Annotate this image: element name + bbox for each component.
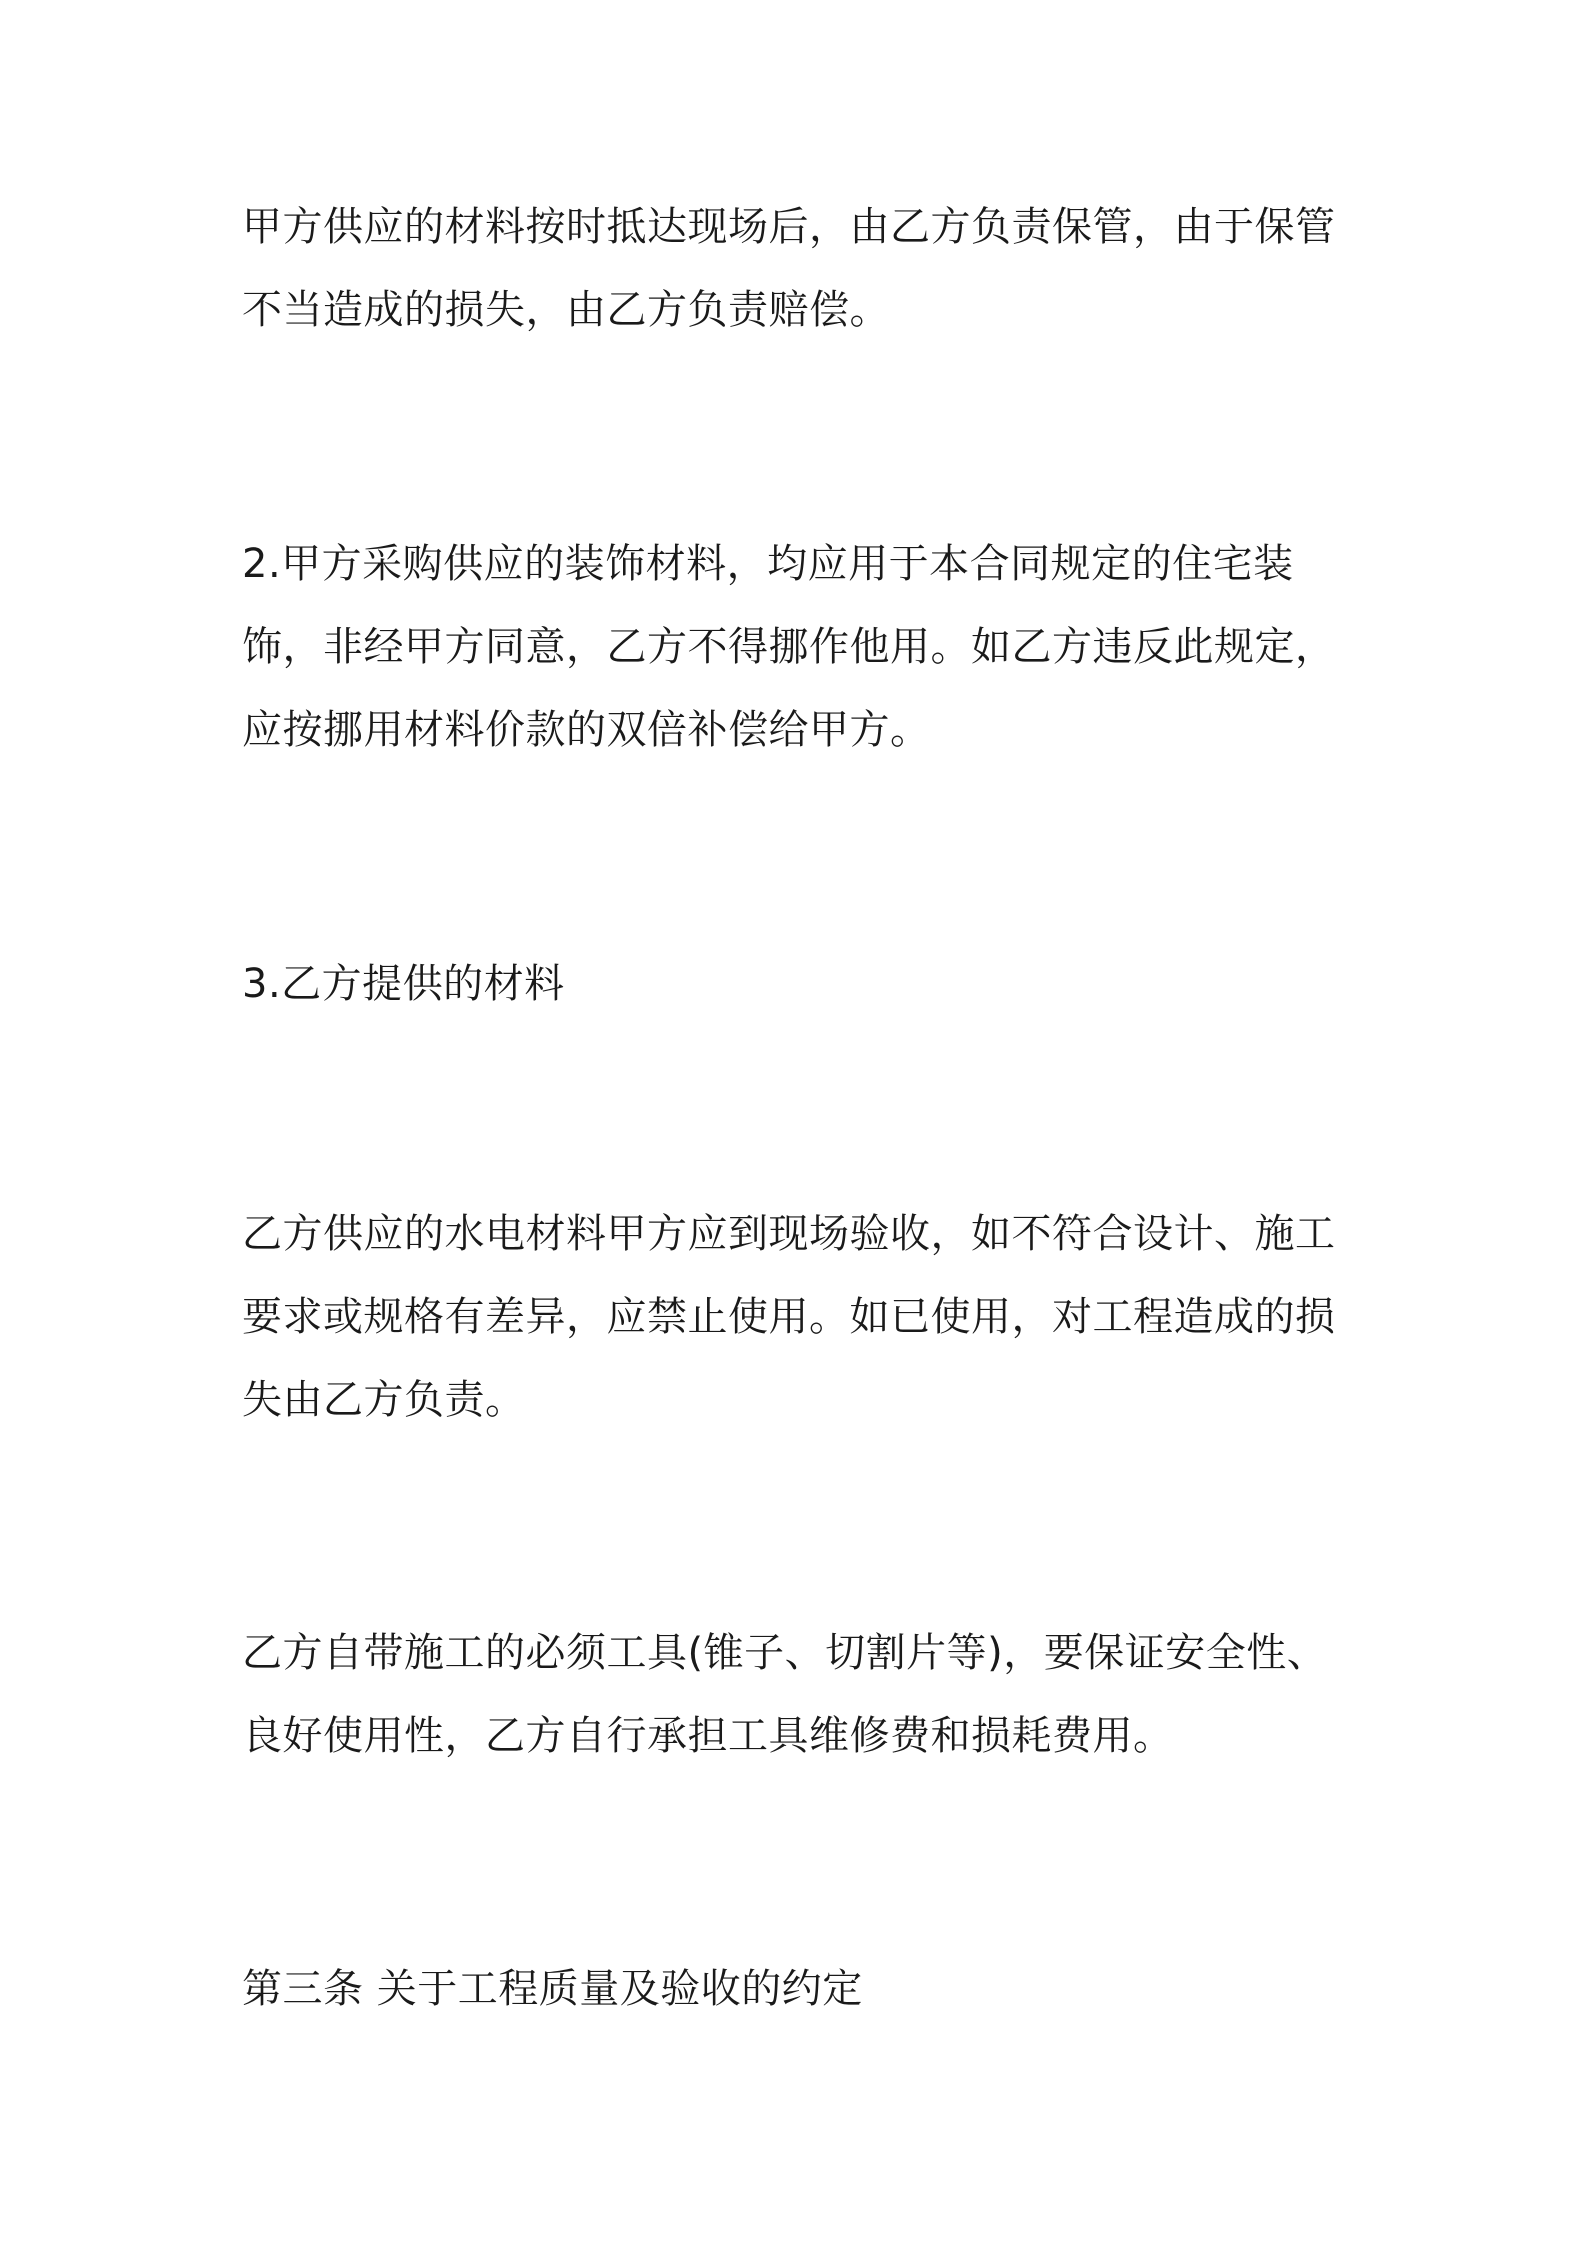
paragraph-tools: 乙方自带施工的必须工具(锥子、切割片等)，要保证安全性、良好使用性，乙方自行承担工具维修费和损耗费用。 [242, 1630, 1328, 1759]
paragraph-material-inspection: 乙方供应的水电材料甲方应到现场验收，如不符合设计、施工要求或规格有差异，应禁止使用。如已使用，对工程造成的损失由乙方负责。 [242, 1211, 1336, 1423]
paragraph-material-usage: 2.甲方采购供应的装饰材料，均应用于本合同规定的住宅装饰，非经甲方同意，乙方不得挪作他用。如乙方违反此规定，应按挪用材料价款的双倍补偿给甲方。 [242, 541, 1336, 753]
section-heading-party-b-materials: 3.乙方提供的材料 [242, 961, 565, 1007]
article-heading-quality-acceptance: 第三条 关于工程质量及验收的约定 [242, 1966, 863, 2012]
paragraph-material-custody: 甲方供应的材料按时抵达现场后，由乙方负责保管，由于保管不当造成的损失，由乙方负责赔偿。 [242, 204, 1336, 333]
